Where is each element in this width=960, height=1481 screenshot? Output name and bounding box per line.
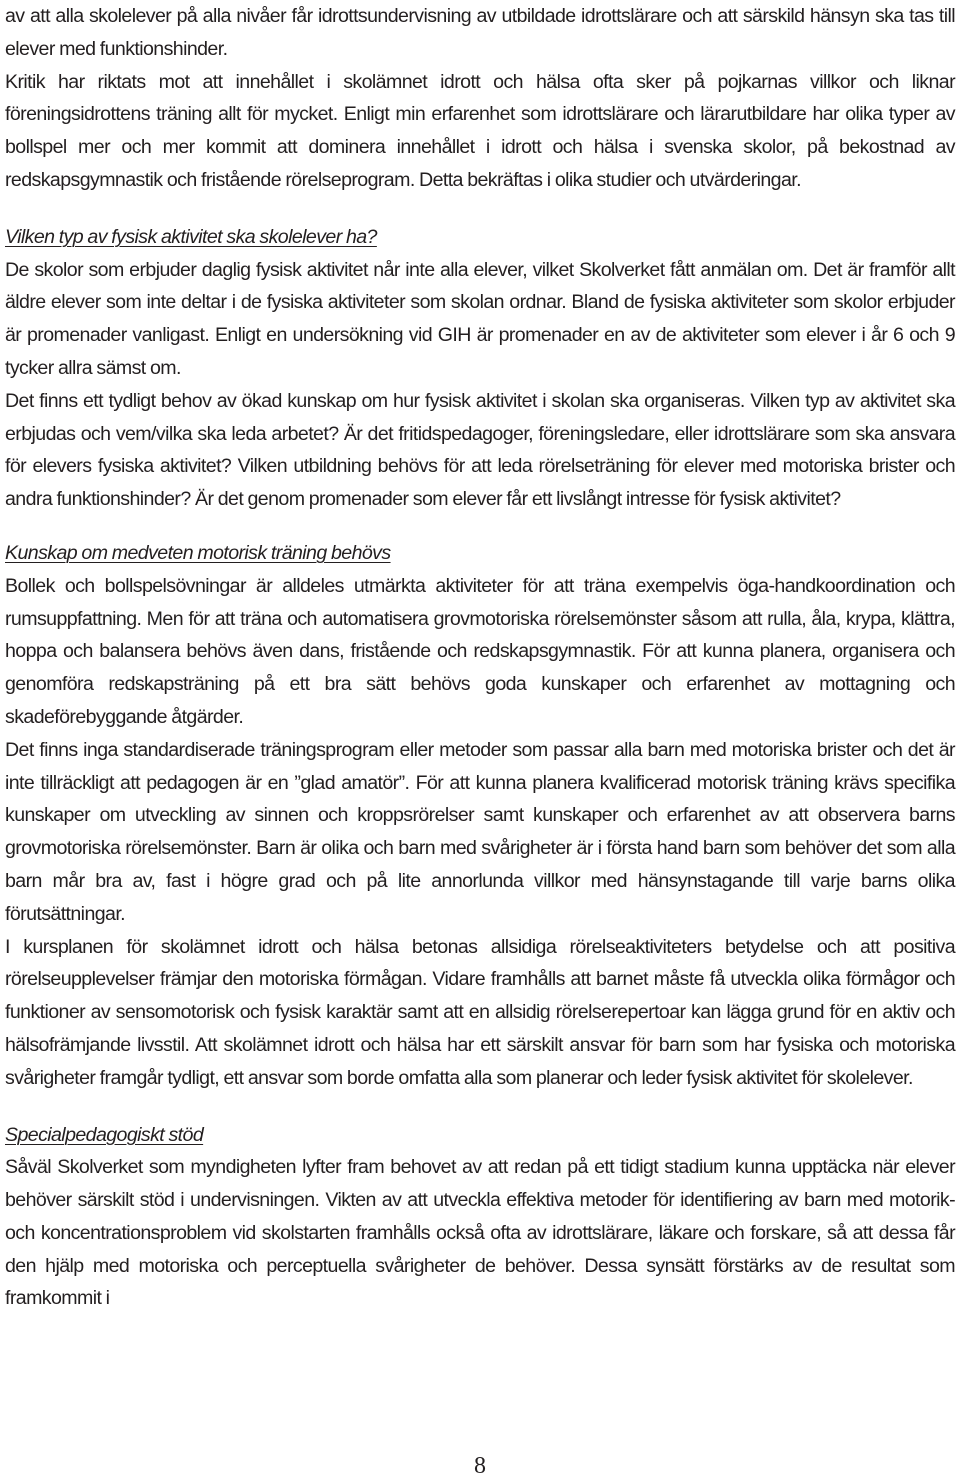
section-heading-activity: Vilken typ av fysisk aktivitet ska skolelever ha? xyxy=(5,225,377,248)
paragraph-intro-2: Kritik har riktats mot att innehållet i skolämnet idrott och hälsa ofta sker på pojkarnas villkor och liknar föreningsidrottens träning allt för mycket. Enligt min erfarenhet som idrottslärare och lärarutbildare har olika typer av bollspel mer och mer kommit att dominera innehållet i idrott och hälsa i svenska skolor, på bekostnad av redskapsgymnastik och fristående rörelseprogram. Detta bekräftas i olika studier och utvärderingar. xyxy=(5,70,955,191)
paragraph-activity-2: Det finns ett tydligt behov av ökad kunskap om hur fysisk aktivitet i skolan ska organiseras. Vilken typ av aktivitet ska erbjudas och vem/vilka ska leda arbetet? Är det fritidspedagoger, föreningsledare, eller idrottslärare som ska ansvara för elevers fysiska aktivitet? Vilken utbildning behövs för att leda rörelseträning för elever med motoriska brister och andra funktionshinder? Är det genom promenader som elever får ett livslångt intresse för fysisk aktivitet? xyxy=(5,389,955,511)
spacer xyxy=(5,1095,955,1119)
spacer xyxy=(5,516,955,537)
paragraph-motor-1: Bollek och bollspelsövningar är alldeles utmärkta aktiviteter för att träna exempelvis öga-handkoordination och rumsuppfattning. Men för att träna och automatisera grovmotoriska rörelsemönster såsom att rulla, åla, krypa, klättra, hoppa och balansera behövs även dans, fristående och redskapsgymnastik. För att kunna planera, organisera och genomföra redskapsträning på ett bra sätt behövs goda kunskaper och erfarenhet av mottagning och skadeförebyggande åtgärder. xyxy=(5,574,955,728)
section-heading-special-support: Specialpedagogiskt stöd xyxy=(5,1123,204,1146)
paragraph-motor-3: I kursplanen för skolämnet idrott och hälsa betonas allsidiga rörelseaktiviteters betydelse och att positiva rörelseupplevelser främjar den motoriska förmågan. Vidare framhålls att barnet måste få utveckla olika förmågor och funktioner av sensomotorisk och fysisk karaktär samt att en allsidig rörelserepertoar kan lägga grund för en aktiv och hälsofrämjande livsstil. Att skolämnet idrott och hälsa har ett särskilt ansvar för barn som har fysiska och motoriska svårigheter framgår tydligt, ett ansvar som borde omfatta alla som planerar och leder fysisk aktivitet för skolelever. xyxy=(5,935,955,1089)
page-number: 8 xyxy=(474,1453,486,1479)
paragraph-activity-1: De skolor som erbjuder daglig fysisk aktivitet når inte alla elever, vilket Skolverket fått anmälan om. Det är framför allt äldre elever som inte deltar i de fysiska aktiviteter som skolan ordnar. Bland de fysiska aktiviteter som skolor erbjuder är promenader vanligast. Enligt en undersökning vid GIH är promenader en av de aktiviteter som elever i år 6 och 9 tycker allra sämst om. xyxy=(5,258,955,379)
section-heading-motor-training: Kunskap om medveten motorisk träning behövs xyxy=(5,541,391,564)
paragraph-motor-2: Det finns inga standardiserade träningsprogram eller metoder som passar alla barn med motoriska brister och det är inte tillräckligt att pedagogen är en ”glad amatör”. För att kunna planera kvalificerad motorisk träning krävs specifika kunskaper om utveckling av sinnen och kroppsrörelser samt kunskaper och erfarenhet av att observera barns grovmotoriska rörelsemönster. Barn är olika och barn med svårigheter är i första hand barn som behöver det som alla barn mår bra av, fast i högre grad och på lite annorlunda villkor med hänsynstagande till varje barns olika förutsättningar. xyxy=(5,738,955,925)
paragraph-intro-1: av att alla skolelever på alla nivåer får idrottsundervisning av utbildade idrottslärare och att särskild hänsyn ska tas till elever med funktionshinder. xyxy=(5,5,955,60)
spacer xyxy=(5,197,955,221)
body-text xyxy=(5,0,955,1315)
paragraph-support-1: Såväl Skolverket som myndigheten lyfter fram behovet av att redan på ett tidigt stadium kunna upptäcka när elever behöver särskilt stöd i undervisningen. Vikten av att utveckla effektiva metoder för identifiering av barn med motorik- och koncentrationsproblem vid skolstarten framhålls också ofta av idrottslärare, läkare och forskare, så att dessa får den hjälp med motoriska och perceptuella svårigheter de behöver. Dessa synsätt förstärks av de resultat som framkommit i xyxy=(5,1156,955,1310)
